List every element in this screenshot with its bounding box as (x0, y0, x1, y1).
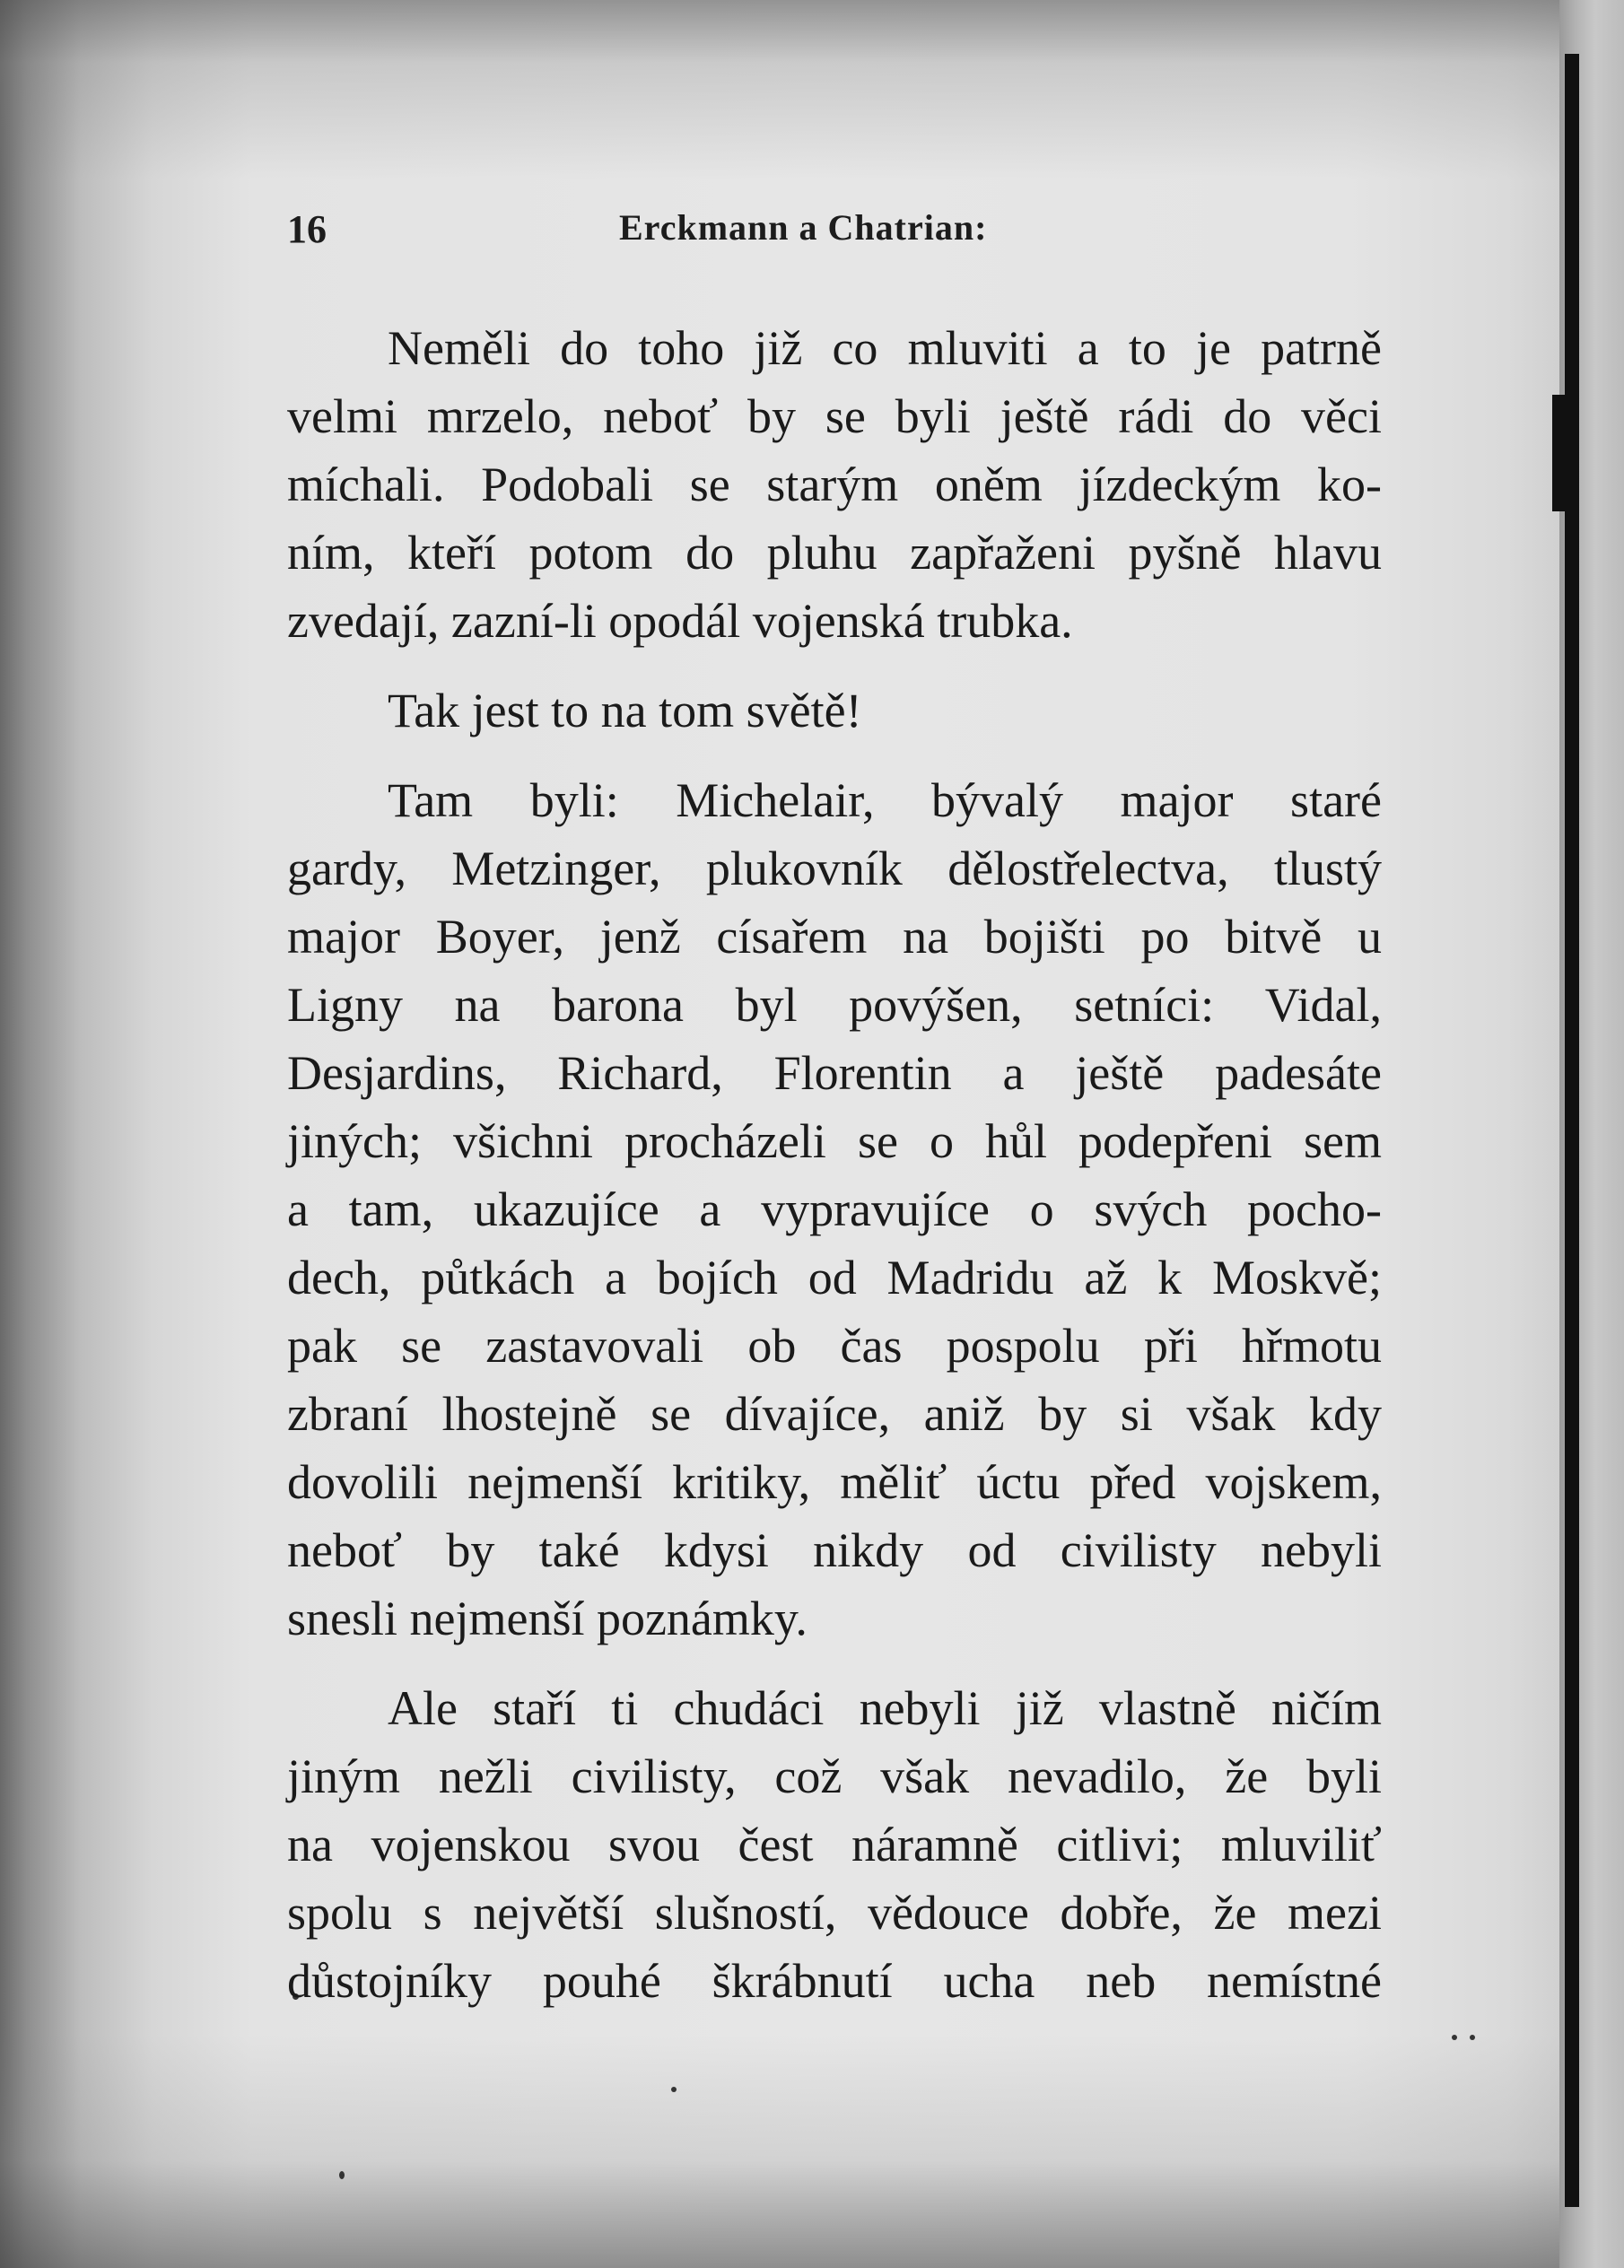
text-line: Tak jest to na tom světě! (388, 684, 862, 737)
text-line: a tam, ukazujíce a vypravujíce o svých pocho- (287, 1182, 1382, 1236)
text-line: dech, půtkách a bojích od Madridu až k Moskvě; (287, 1251, 1382, 1304)
text-line: snesli nejmenší poznámky. (287, 1592, 808, 1645)
text-line: míchali. Podobali se starým oněm jízdeckým ko- (287, 458, 1382, 511)
text-line: velmi mrzelo, neboť by se byli ještě rádi do věci (287, 389, 1382, 443)
text-line: major Boyer, jenž císařem na bojišti po bitvě u (287, 910, 1382, 964)
text-line: jiným nežli civilisty, což však nevadilo, že byli (287, 1749, 1382, 1803)
text-line: na vojenskou svou čest náramně citlivi; mluviliť (287, 1818, 1382, 1871)
scan-shadow-top (0, 0, 1624, 179)
text-line: Neměli do toho již co mluviti a to je patrně (388, 321, 1382, 375)
text-line: Ale staří ti chudáci nebyli již vlastně ničím (388, 1681, 1382, 1735)
book-spine-notch (1552, 395, 1565, 511)
running-head-title: Erckmann a Chatrian: (619, 207, 988, 248)
paragraph (287, 1674, 1382, 2015)
dust-speck (1452, 2035, 1457, 2040)
text-line: ním, kteří potom do pluhu zapřaženi pyšně hlavu (287, 526, 1382, 580)
text-line: zvedají, zazní-li opodál vojenská trubka. (287, 594, 1073, 648)
text-line: Tam byli: Michelair, bývalý major staré (388, 773, 1382, 827)
paragraph (287, 766, 1382, 1653)
dust-speck (339, 2171, 345, 2179)
text-line: gardy, Metzinger, plukovník dělostřelectva, tlustý (287, 842, 1382, 895)
text-line: jiných; všichni procházeli se o hůl podepřeni sem (287, 1114, 1382, 1168)
page-content (287, 179, 1382, 2063)
text-line: Desjardins, Richard, Florentin a ještě padesáte (287, 1046, 1382, 1100)
text-line: zbraní lhostejně se dívajíce, aniž by si však kdy (287, 1387, 1382, 1441)
paragraph (287, 676, 1382, 745)
running-head (287, 206, 1382, 260)
text-line: neboť by také kdysi nikdy od civilisty nebyli (287, 1523, 1382, 1577)
dust-speck (1470, 2035, 1475, 2040)
body-text (287, 314, 1382, 2037)
text-line: pak se zastavovali ob čas pospolu při hřmotu (287, 1319, 1382, 1373)
book-spine (1565, 54, 1579, 2207)
page-number: 16 (287, 207, 327, 251)
text-line: dovolili nejmenší kritiky, měliť úctu před vojskem, (287, 1455, 1382, 1509)
text-line: důstojníky pouhé škrábnutí ucha neb nemístné (287, 1954, 1382, 2008)
scan-shadow-bottom (0, 2035, 1624, 2268)
dust-speck (671, 2087, 677, 2092)
text-line: Ligny na barona byl povýšen, setníci: Vidal, (287, 978, 1382, 1032)
paragraph (287, 314, 1382, 655)
text-line: spolu s největší slušností, vědouce dobře, že mezi (287, 1886, 1382, 1940)
